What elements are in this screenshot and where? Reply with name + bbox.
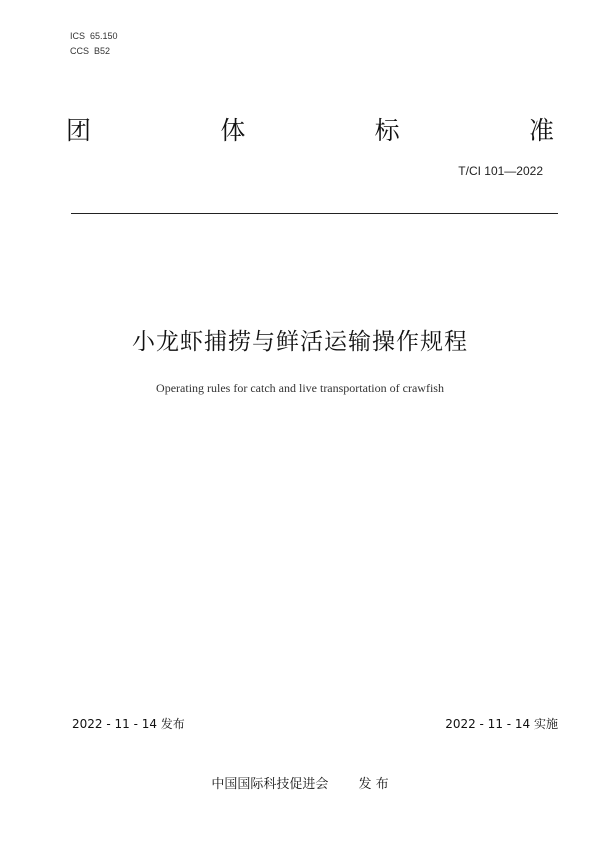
header-divider (71, 213, 558, 214)
standard-number: T/CI 101—2022 (458, 164, 543, 178)
heading-char: 体 (220, 116, 246, 145)
ccs-code: CCS B52 (70, 46, 111, 56)
publish-date: 2022 - 11 - 14 发布 (72, 717, 185, 731)
publish-action: 发 布 (358, 777, 389, 792)
document-title-english: Operating rules for catch and live transportation of crawfish (156, 381, 444, 395)
implementation-date: 2022 - 11 - 14 实施 (445, 717, 558, 731)
ics-code: ICS 65.150 (70, 31, 118, 41)
publisher-line (0, 776, 600, 794)
classification-codes (70, 29, 118, 59)
heading-char: 团 (66, 116, 92, 145)
heading-char: 准 (528, 116, 554, 145)
document-type-heading (66, 113, 554, 149)
heading-char: 标 (374, 116, 400, 145)
document-title-chinese: 小龙虾捕捞与鲜活运输操作规程 (132, 329, 468, 355)
publisher-organization: 中国国际科技促进会 (211, 777, 329, 792)
